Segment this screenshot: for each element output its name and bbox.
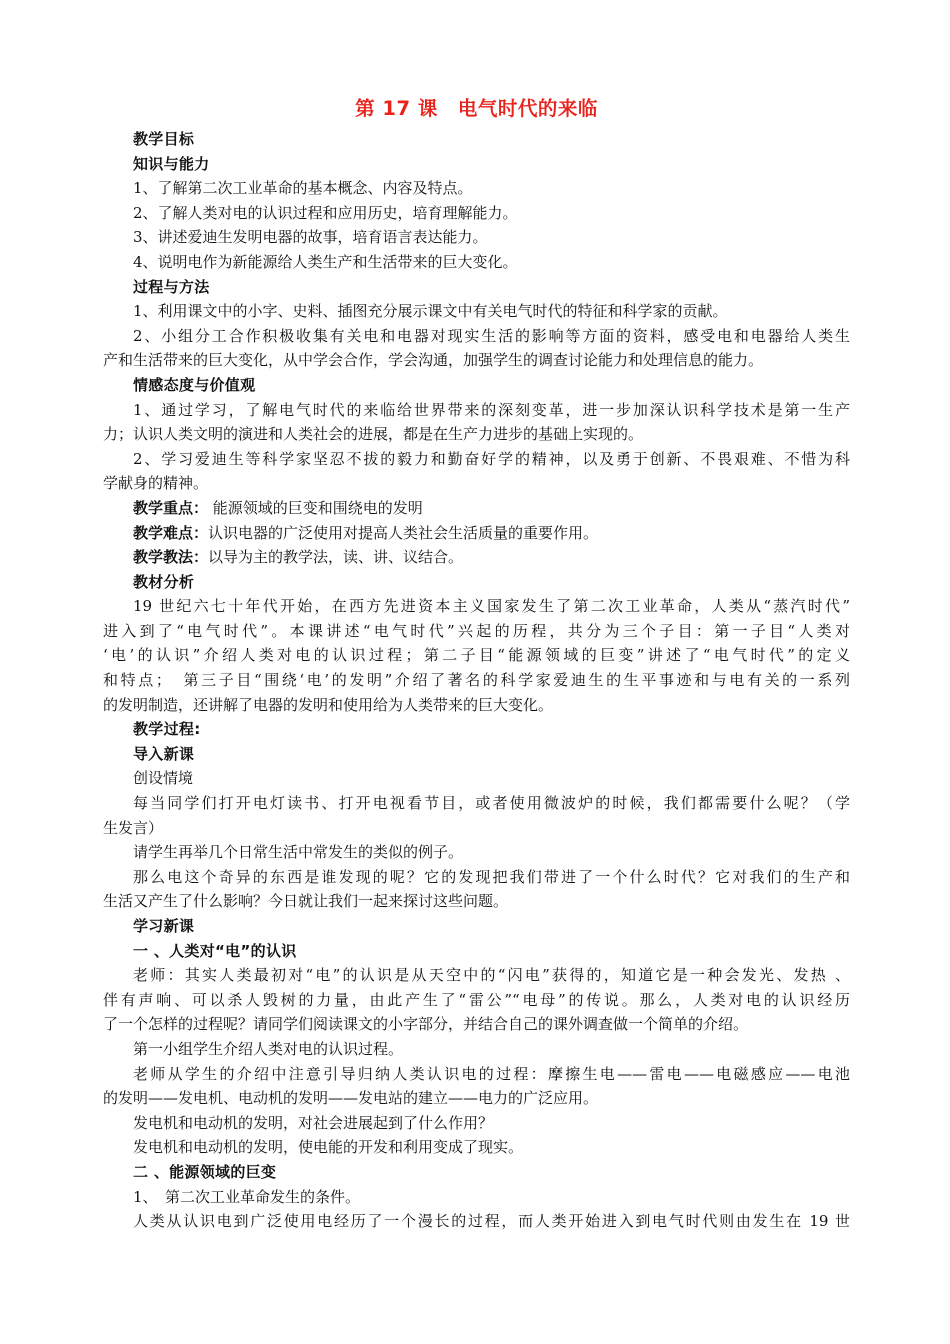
- difficulties: [103, 521, 850, 546]
- intro-heading: 导入新课: [133, 744, 195, 763]
- process-item: 1、利用课文中的小字、史料、插图充分展示课文中有关电气时代的特征和科学家的贡献。: [133, 302, 728, 321]
- difficulties-text: 认识电器的广泛使用对提高人类社会生活质量的重要作用。: [208, 523, 599, 542]
- emotion-item: 1、通过学习，了解电气时代的来临给世界带来的深刻变革，进一步加深认识科学技术是第一生产: [133, 400, 850, 419]
- objectives-heading: 教学目标: [133, 130, 195, 148]
- methods-label: 教学教法：: [133, 548, 209, 567]
- analysis-line: 进入到了“电气时代”。本课讲述“电气时代”兴起的历程，共分为三个子目：第一子目“人类对: [103, 621, 850, 640]
- part1-text: 第一小组学生介绍人类对电的认识过程。: [133, 1039, 404, 1058]
- intro-question: 请学生再举几个日常生活中常发生的类似的例子。: [133, 843, 464, 862]
- intro-question: 那么电这个奇异的东西是谁发现的呢？它的发现把我们带进了一个什么时代？它对我们的生产和: [133, 867, 850, 886]
- lesson-title: 第 17 课 电气时代的来临: [355, 97, 598, 120]
- knowledge-item: 3、讲述爱迪生发明电器的故事，培育语言表达能力。: [133, 228, 488, 247]
- knowledge-item: 2、了解人类对电的认识过程和应用历史，培育理解能力。: [133, 203, 518, 222]
- part1-text-continued: 的发明——发电机、电动机的发明——发电站的建立——电力的广泛应用。: [103, 1089, 599, 1108]
- knowledge-heading: 知识与能力: [133, 154, 210, 173]
- part1-text: 老师：其实人类最初对“电”的认识是从天空中的“闪电”获得的，知道它是一种会发光、发热 、: [133, 966, 850, 985]
- methods-text: 以导为主的教学法，读、讲、议结合。: [208, 548, 464, 567]
- process-item-continued: 产和生活带来的巨大变化，从中学会合作，学会沟通，加强学生的调查讨论能力和处理信息的能力。: [103, 351, 764, 370]
- process-method-heading: 过程与方法: [133, 277, 210, 296]
- emotion-item-continued: 学献身的精神。: [103, 474, 209, 493]
- intro-question: 每当同学们打开电灯读书、打开电视看节目，或者使用微波炉的时候，我们都需要什么呢？（学: [133, 794, 850, 813]
- intro-question-continued: 生活又产生了什么影响？今日就让我们一起来探讨这些问题。: [103, 892, 509, 911]
- key-points: [103, 496, 850, 521]
- methods: [103, 545, 850, 570]
- intro-question-continued: 生发言）: [103, 818, 164, 837]
- knowledge-item: 4、说明电作为新能源给人类生产和生活带来的巨大变化。: [133, 252, 518, 271]
- key-points-label: 教学重点：: [133, 498, 209, 517]
- process-heading: 教学过程:: [133, 720, 201, 739]
- analysis-line: ‘电’的认识”介绍人类对电的认识过程；第二子目“能源领域的巨变”讲述了“电气时代”的定义: [103, 646, 850, 665]
- part1-text: 发电机和电动机的发明，对社会进展起到了什么作用？: [133, 1113, 494, 1132]
- emotion-item-continued: 力；认识人类文明的演进和人类社会的进展，都是在生产力进步的基础上实现的。: [103, 425, 644, 444]
- analysis-line: 的发明制造，还讲解了电器的发明和使用给为人类带来的巨大变化。: [103, 695, 554, 714]
- part1-text: 发电机和电动机的发明，使电能的开发和利用变成了现实。: [133, 1138, 524, 1157]
- emotion-heading: 情感态度与价值观: [133, 375, 256, 394]
- part1-text-continued: 了一个怎样的过程呢？请同学们阅读课文的小字部分，并结合自己的课外调查做一个简单的介绍。: [103, 1015, 749, 1034]
- key-points-text: 能源领域的巨变和围绕电的发明: [208, 498, 423, 517]
- part1-text: 老师从学生的介绍中注意引导归纳人类认识电的过程：摩擦生电——雷电——电磁感应——电池: [133, 1064, 850, 1083]
- analysis-line: 19 世纪六七十年代开始，在西方先进资本主义国家发生了第二次工业革命，人类从“蒸汽时代”: [133, 597, 850, 616]
- analysis-line: 和特点； 第三子目“围绕‘电’的发明”介绍了著名的科学家爱迪生的生平事迹和与电有关的一系列: [103, 671, 850, 690]
- process-item: 2、小组分工合作积极收集有关电和电器对现实生活的影响等方面的资料，感受电和电器给人类生: [133, 326, 850, 345]
- scene-text: 创设情境: [133, 769, 194, 788]
- emotion-item: 2、学习爱迪生等科学家坚忍不拔的毅力和勤奋好学的精神，以及勇于创新、不畏艰难、不惜为科: [133, 449, 850, 468]
- part1-heading: 一 、人类对“电”的认识: [133, 941, 297, 960]
- part2-heading: 二 、能源领域的巨变: [133, 1162, 277, 1181]
- analysis-heading: 教材分析: [133, 572, 195, 591]
- new-lesson-heading: 学习新课: [133, 917, 195, 935]
- knowledge-item: 1、了解第二次工业革命的基本概念、内容及特点。: [133, 179, 473, 198]
- part2-subheading: 1、 第二次工业革命发生的条件。: [133, 1187, 361, 1206]
- difficulties-label: 教学难点：: [133, 523, 209, 542]
- part1-text-continued: 伴有声响、可以杀人毁树的力量，由此产生了“雷公”“电母”的传说。那么，人类对电的认识经历: [103, 990, 850, 1009]
- part2-text: 人类从认识电到广泛使用电经历了一个漫长的过程，而人类开始进入到电气时代则由发生在 19 世: [133, 1212, 850, 1231]
